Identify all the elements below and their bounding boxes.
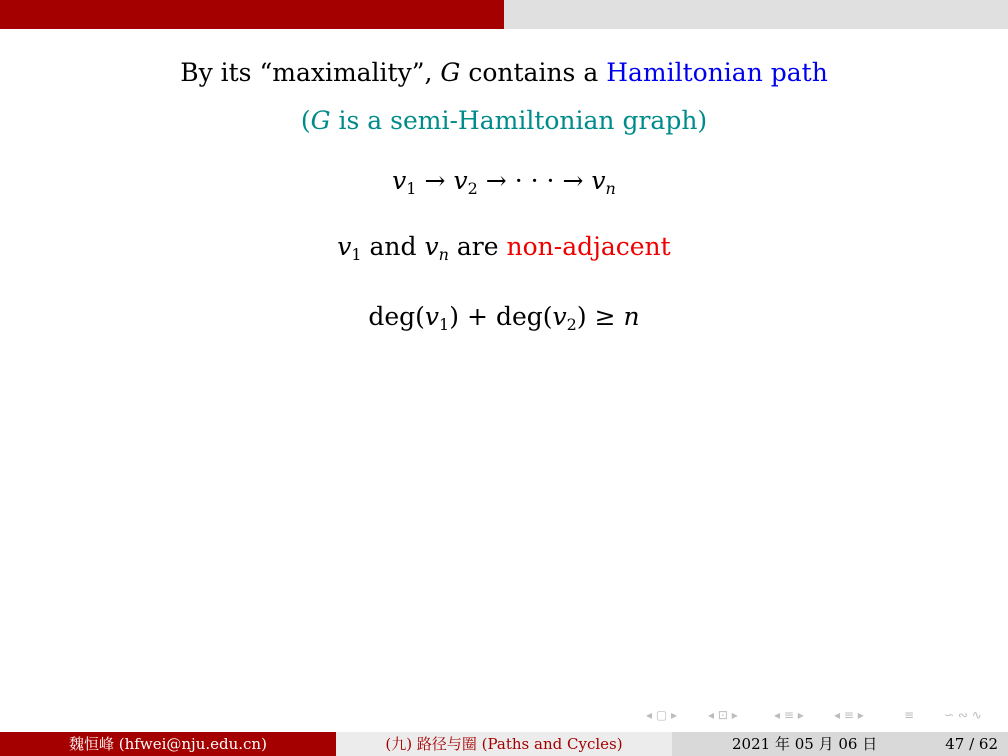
- statement-prefix: By its “maximality”,: [180, 58, 433, 87]
- toc-icon[interactable]: ≡: [904, 708, 915, 722]
- footer-date: 2021 年 05 月 06 日: [732, 735, 878, 753]
- progress-fill: [0, 0, 504, 29]
- semi-hamiltonian-note: (G is a semi-Hamiltonian graph): [300, 106, 708, 135]
- page-number: 47 / 62: [945, 735, 998, 753]
- beamer-navigation: [646, 706, 1000, 724]
- statement-line: [0, 58, 1008, 87]
- footer: [0, 732, 1008, 756]
- search-icon[interactable]: ∽ ∾ ∿: [944, 708, 982, 722]
- footer-date-page: [672, 732, 1008, 756]
- slide-nav-icon[interactable]: ◂ ≡ ▸: [834, 708, 864, 722]
- section-nav-icon[interactable]: ◂ ≡ ▸: [774, 708, 804, 722]
- path-formula: $v_1 \to v_2$ → · · · → $v_n$: [392, 166, 616, 198]
- frame-nav-icon[interactable]: ◂ ▢ ▸: [646, 708, 678, 722]
- hamiltonian-path-term: Hamiltonian path: [606, 58, 828, 87]
- footer-author: 魏恒峰 (hfwei@nju.edu.cn): [0, 732, 336, 756]
- statement-mid: contains a: [468, 58, 599, 87]
- graph-var: G: [440, 58, 461, 87]
- degree-inequality: $deg(v_1) + deg(v_2) \ge n$: [368, 302, 640, 334]
- progress-track: [0, 0, 1008, 29]
- subsection-nav-icon[interactable]: ◂ ⊡ ▸: [708, 708, 738, 722]
- non-adjacent-statement: $v_1$ and $v_n$ are non-adjacent: [337, 232, 671, 264]
- non-adjacent-term: non-adjacent: [506, 232, 671, 261]
- footer-title: (九) 路径与圈 (Paths and Cycles): [336, 732, 672, 756]
